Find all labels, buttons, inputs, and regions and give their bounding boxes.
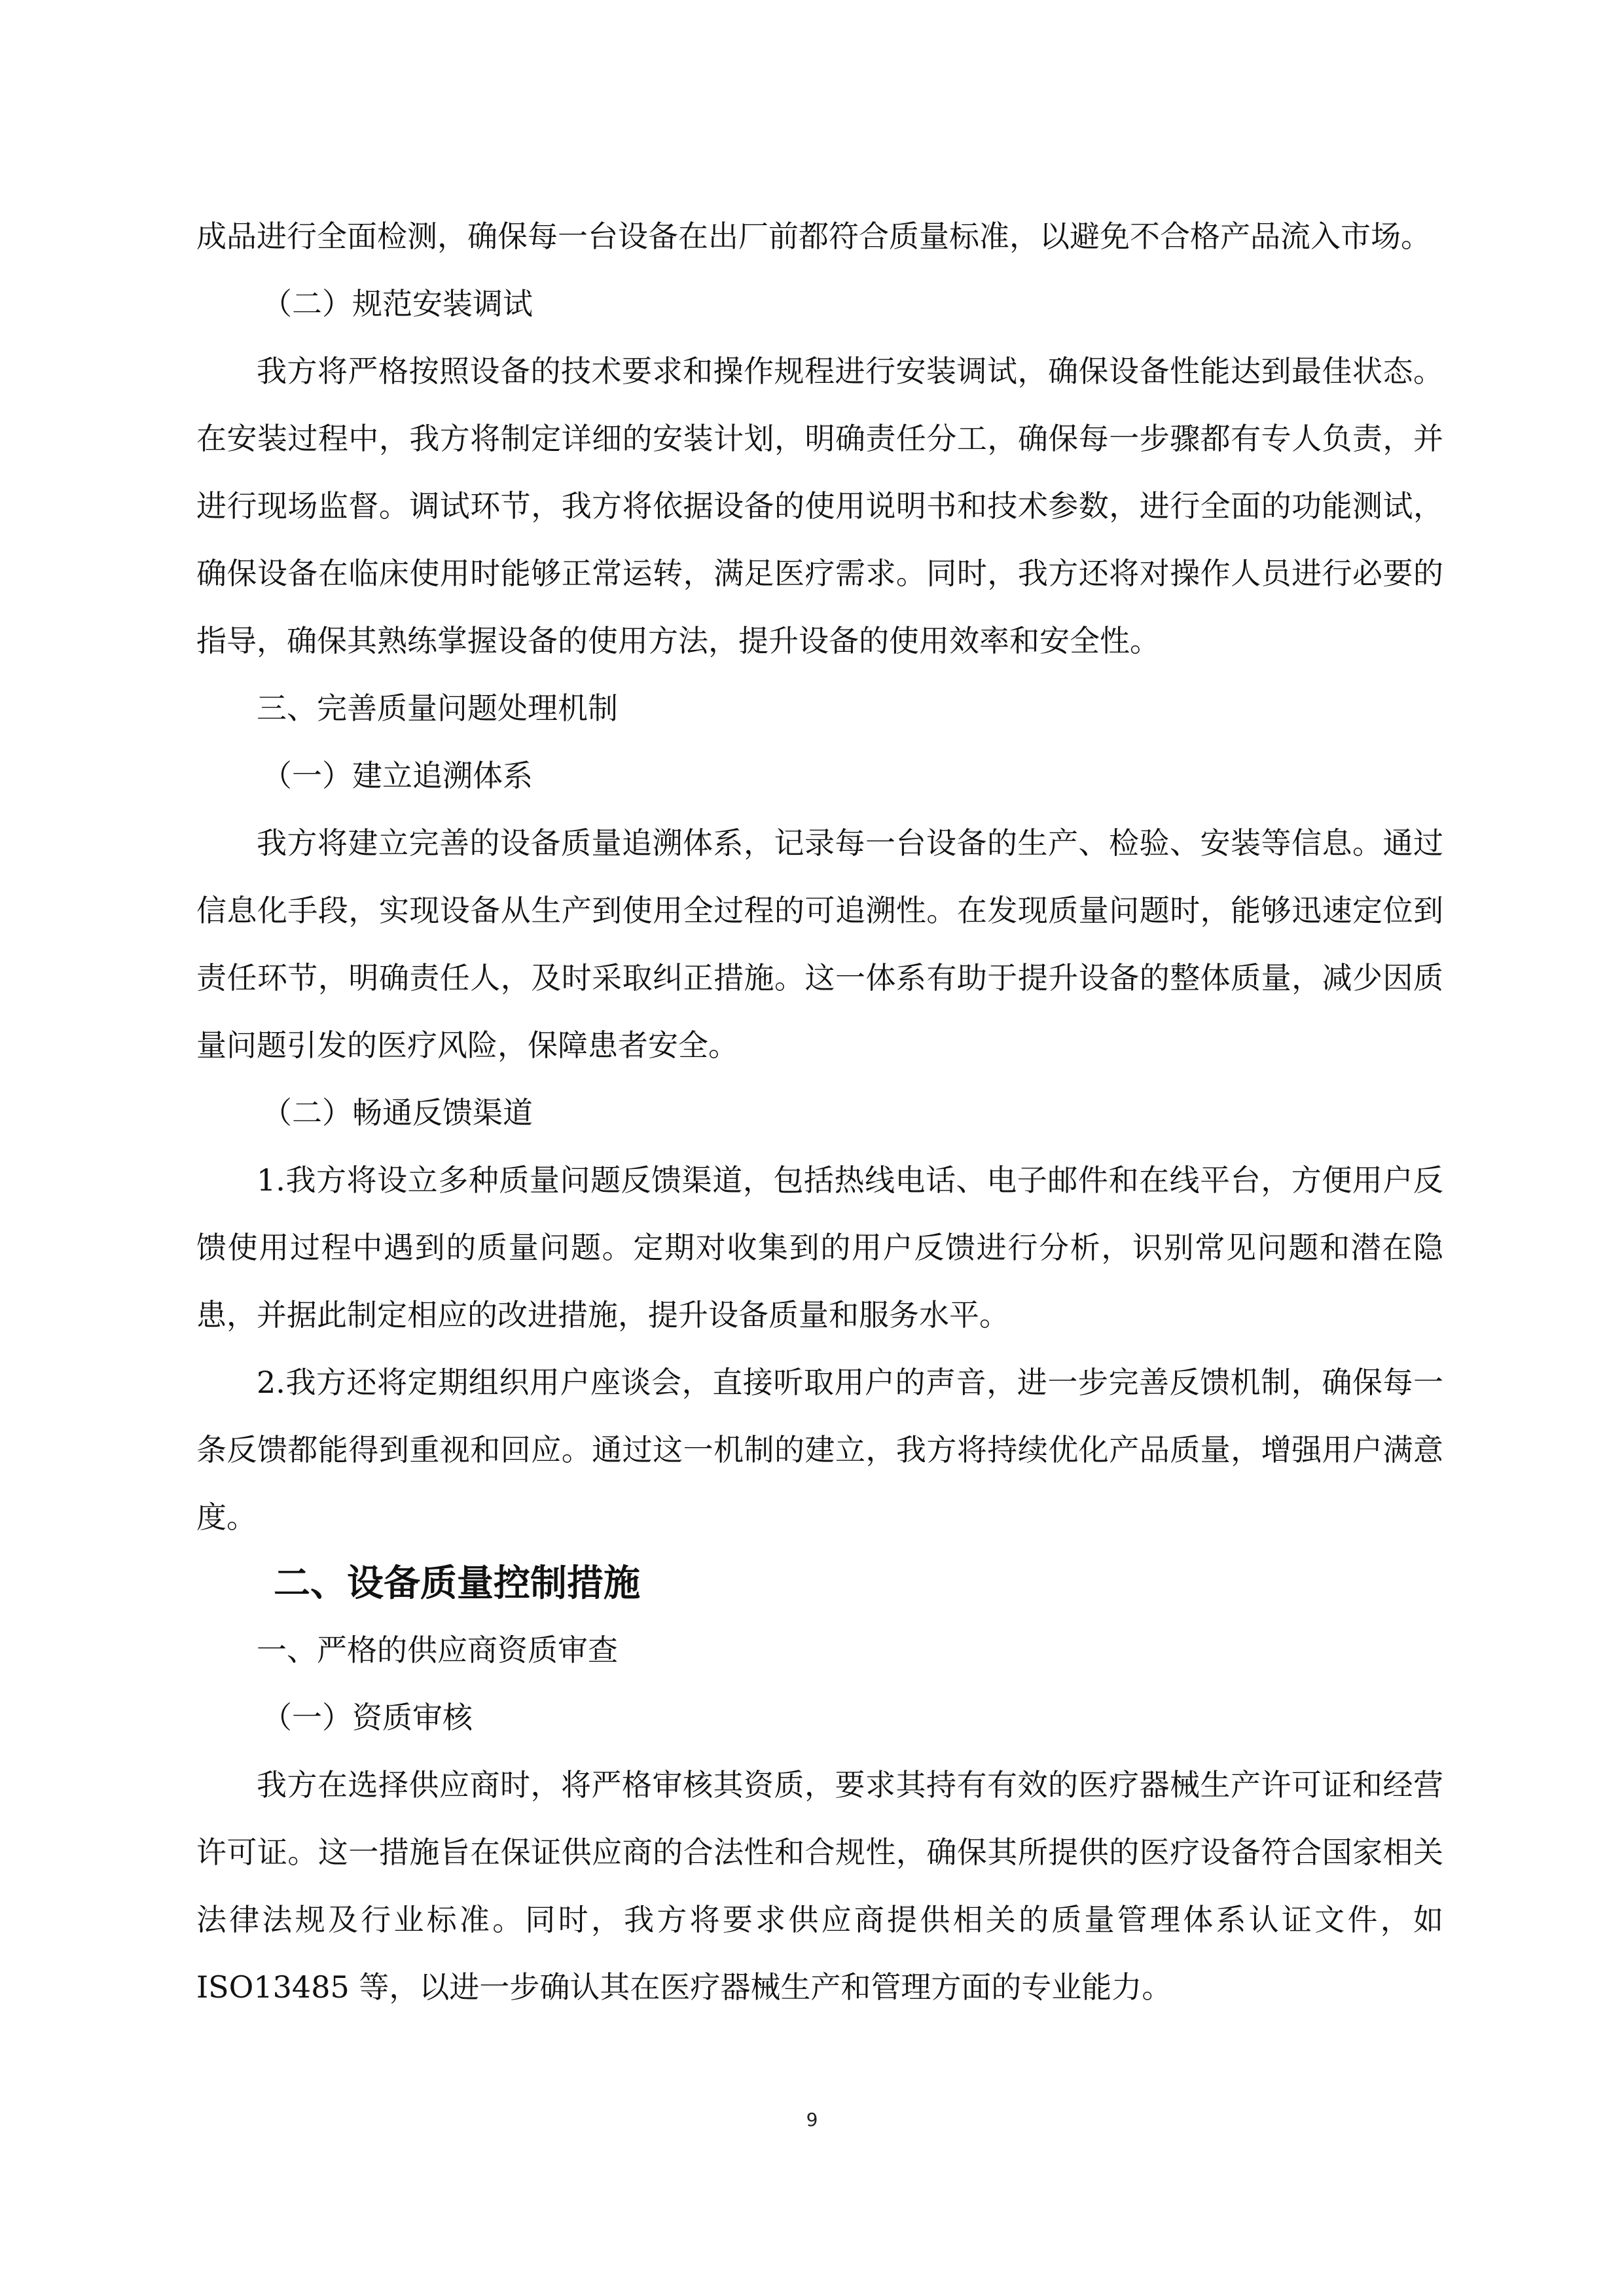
subheading-standard-installation: （二）规范安装调试 <box>262 286 533 321</box>
paragraph-feedback-1: 1.我方将设立多种质量问题反馈渠道，包括热线电话、电子邮件和在线平台，方便用户反馈使用过程中遇到的质量问题。定期对收集到的用户反馈进行分析，识别常见问题和潜在隐患，并据此制定相应的改进措施，提升设备质量和服务水平。 <box>196 1162 1443 1333</box>
paragraph-continued: 成品进行全面检测，确保每一台设备在出厂前都符合质量标准，以避免不合格产品流入市场。 <box>196 219 1431 254</box>
heading-supplier-review: 一、严格的供应商资质审查 <box>257 1632 618 1668</box>
paragraph-feedback-2: 2.我方还将定期组织用户座谈会，直接听取用户的声音，进一步完善反馈机制，确保每一条反馈都能得到重视和回应。通过这一机制的建立，我方将持续优化产品质量，增强用户满意度。 <box>196 1365 1443 1535</box>
section-title-quality-control: 二、设备质量控制措施 <box>274 1562 640 1605</box>
paragraph-qualification-audit: 我方在选择供应商时，将严格审核其资质，要求其持有有效的医疗器械生产许可证和经营许可证。这一措施旨在保证供应商的合法性和合规性，确保其所提供的医疗设备符合国家相关法律法规及行业标准。同时，我方将要求供应商提供相关的质量管理体系认证文件，如 ISO13485 等，以进一步确认其在医疗器械生产和管理方面的专业能力。 <box>196 1767 1443 2005</box>
paragraph-traceability: 我方将建立完善的设备质量追溯体系，记录每一台设备的生产、检验、安装等信息。通过信息化手段，实现设备从生产到使用全过程的可追溯性。在发现质量问题时，能够迅速定位到责任环节，明确责任人，及时采取纠正措施。这一体系有助于提升设备的整体质量，减少因质量问题引发的医疗风险，保障患者安全。 <box>196 825 1443 1063</box>
page-number: 9 <box>806 2109 818 2130</box>
paragraph-installation: 我方将严格按照设备的技术要求和操作规程进行安装调试，确保设备性能达到最佳状态。在安装过程中，我方将制定详细的安装计划，明确责任分工，确保每一步骤都有专人负责，并进行现场监督。调试环节，我方将依据设备的使用说明书和技术参数，进行全面的功能测试，确保设备在临床使用时能够正常运转，满足医疗需求。同时，我方还将对操作人员进行必要的指导，确保其熟练掌握设备的使用方法，提升设备的使用效率和安全性。 <box>196 353 1443 658</box>
subheading-traceability: （一）建立追溯体系 <box>262 758 533 793</box>
subheading-qualification-audit: （一）资质审核 <box>262 1700 473 1735</box>
heading-quality-issue-mechanism: 三、完善质量问题处理机制 <box>257 691 618 726</box>
page-body <box>196 203 1443 2021</box>
subheading-feedback-channels: （二）畅通反馈渠道 <box>262 1095 533 1130</box>
